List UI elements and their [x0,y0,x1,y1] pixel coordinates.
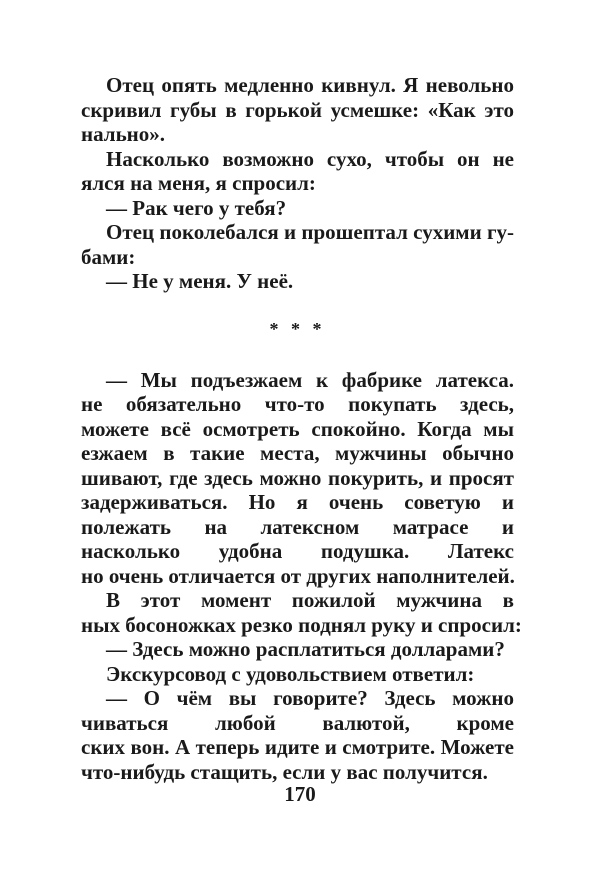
text-line: полежать на латексном матрасе и [81,514,514,539]
text-line: — Мы подъезжаем к фабрике латекса. [106,367,514,392]
text-line: В этот момент пожилой мужчина в [106,588,514,612]
text-line: езжаем в такие места, мужчины обычно [81,441,514,465]
text-line: — Здесь можно расплатиться долларами? [106,637,505,661]
text-line: — О чём вы говорите? Здесь можно [106,686,514,710]
text-line: скривил губы в горькой усмешке: «Как это [81,97,514,122]
text-line: не обязательно что-то покупать здесь, [81,392,514,416]
text-line: Отец опять медленно кивнул. Я невольно [106,73,514,97]
text-line: но очень отличается от других наполнителей. [81,563,515,588]
text-line: задерживаться. Но я очень советую и [81,490,514,514]
text-line: ных босоножках резко поднял руку и спросил: [81,612,522,637]
page-number: 170 [284,782,316,806]
text-line: можете всё осмотреть спокойно. Когда мы [81,416,514,441]
text-line: чиваться любой валютой, кроме [81,710,514,735]
text-line: что-нибудь стащить, если у вас получится. [81,759,488,784]
text-line: — Рак чего у тебя? [106,195,287,220]
text-line: ских вон. А теперь идите и смотрите. Можете [81,735,514,759]
section-1 [81,73,514,294]
section-2 [81,367,522,785]
text-line: бами: [81,244,136,269]
text-line: насколько удобна подушка. Латекс [81,539,514,563]
text-line: нально». [81,122,166,146]
text-line: Насколько возможно сухо, чтобы он не [106,146,514,171]
text-line: Отец поколебался и прошептал сухими гу- [106,220,514,244]
text-line: ялся на меня, я спросил: [81,171,316,195]
text-line: — Не у меня. У неё. [106,269,294,293]
text-line: Экскурсовод с удовольствием ответил: [106,661,475,686]
book-page-text [81,73,522,784]
text-line: шивают, где здесь можно покурить, и просят [81,465,514,490]
section-separator: * * * [269,318,326,339]
